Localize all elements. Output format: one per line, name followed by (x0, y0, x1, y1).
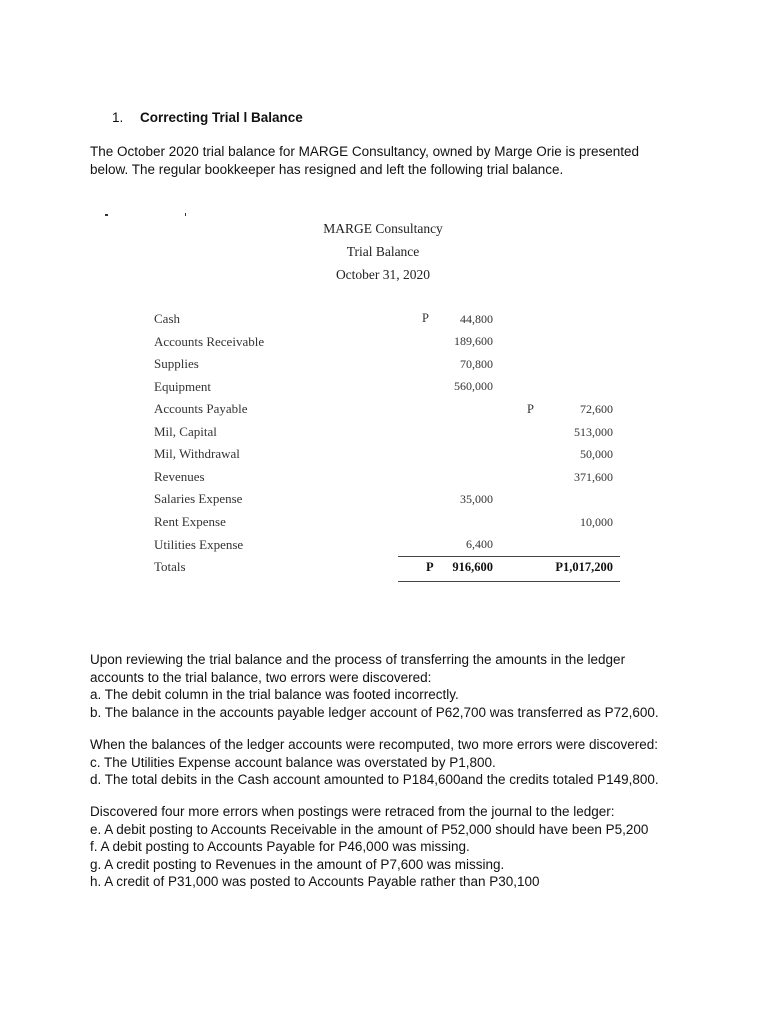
errors-section-2 (90, 736, 690, 789)
tb-account-label: Supplies (154, 356, 199, 371)
tb-total-credit: P1,017,200 (555, 560, 613, 574)
tb-credit-value: 10,000 (580, 515, 613, 529)
tb-credit-value: 50,000 (580, 447, 613, 461)
tb-account-label: Cash (154, 311, 180, 326)
error-line: a. The debit column in the trial balance was footed incorrectly. (90, 687, 459, 702)
error-line: accounts to the trial balance, two errors were discovered: (90, 669, 432, 685)
error-line: c. The Utilities Expense account balance was overstated by P1,800. (90, 754, 496, 770)
tb-credit-value: 371,600 (574, 470, 613, 484)
error-line: When the balances of the ledger accounts were recomputed, two more errors were discovered: (90, 737, 659, 752)
tb-account-label: Salaries Expense (154, 491, 243, 506)
stray-mark (105, 214, 108, 216)
tb-debit-value: 189,600 (454, 334, 493, 348)
errors-section-1 (90, 651, 690, 721)
tb-credit-value: 513,000 (574, 425, 613, 439)
tb-company: MARGE Consultancy (323, 221, 443, 236)
tb-credit-value: 72,600 (580, 402, 613, 416)
totals-bottom-rule (398, 581, 620, 582)
tb-account-label: Mil, Capital (154, 424, 217, 439)
question-number: 1. (112, 110, 124, 125)
tb-debit-value: 44,800 (460, 312, 493, 326)
tb-total-debit-currency: P (426, 560, 434, 574)
tb-debit-value: 70,800 (460, 357, 493, 371)
errors-section-3 (90, 803, 690, 891)
tb-account-label: Rent Expense (154, 514, 226, 529)
tb-account-label: Mil, Withdrawal (154, 446, 240, 461)
tb-total-debit: 916,600 (452, 560, 493, 574)
intro-paragraph (90, 143, 690, 178)
error-line: Upon reviewing the trial balance and the process of transferring the amounts in the ledger (90, 652, 626, 667)
tb-date: October 31, 2020 (335, 267, 431, 282)
error-line: h. A credit of P31,000 was posted to Accounts Payable rather than P30,100 (90, 874, 540, 889)
tb-debit-value: 35,000 (460, 492, 493, 506)
tb-title: Trial Balance (346, 244, 420, 259)
error-line: g. A credit posting to Revenues in the amount of P7,600 was missing. (90, 856, 505, 872)
tb-totals-label: Totals (154, 559, 186, 574)
tb-credit-currency: P (527, 402, 534, 416)
error-line: b. The balance in the accounts payable ledger account of P62,700 was transferred as P72,600. (90, 704, 659, 720)
stray-mark (185, 213, 186, 216)
error-line: Discovered four more errors when postings were retraced from the journal to the ledger: (90, 804, 615, 819)
tb-account-label: Revenues (154, 469, 205, 484)
tb-debit-value: 6,400 (466, 537, 493, 551)
intro-line: below. The regular bookkeeper has resigned and left the following trial balance. (90, 161, 564, 177)
tb-debit-value: 560,000 (454, 379, 493, 393)
totals-top-rule (398, 556, 620, 557)
error-line: d. The total debits in the Cash account amounted to P184,600and the credits totaled P149,800. (90, 772, 659, 787)
error-line: f. A debit posting to Accounts Payable for P46,000 was missing. (90, 839, 470, 854)
tb-account-label: Accounts Payable (154, 401, 248, 416)
tb-account-label: Equipment (154, 379, 212, 394)
tb-account-label: Accounts Receivable (154, 334, 265, 349)
error-line: e. A debit posting to Accounts Receivable in the amount of P52,000 should have been P5,200 (90, 821, 649, 837)
tb-account-label: Utilities Expense (154, 537, 244, 552)
question-title: Correcting Trial l Balance (140, 110, 303, 125)
tb-debit-currency: P (422, 311, 429, 325)
intro-line: The October 2020 trial balance for MARGE Consultancy, owned by Marge Orie is presented (90, 144, 640, 159)
